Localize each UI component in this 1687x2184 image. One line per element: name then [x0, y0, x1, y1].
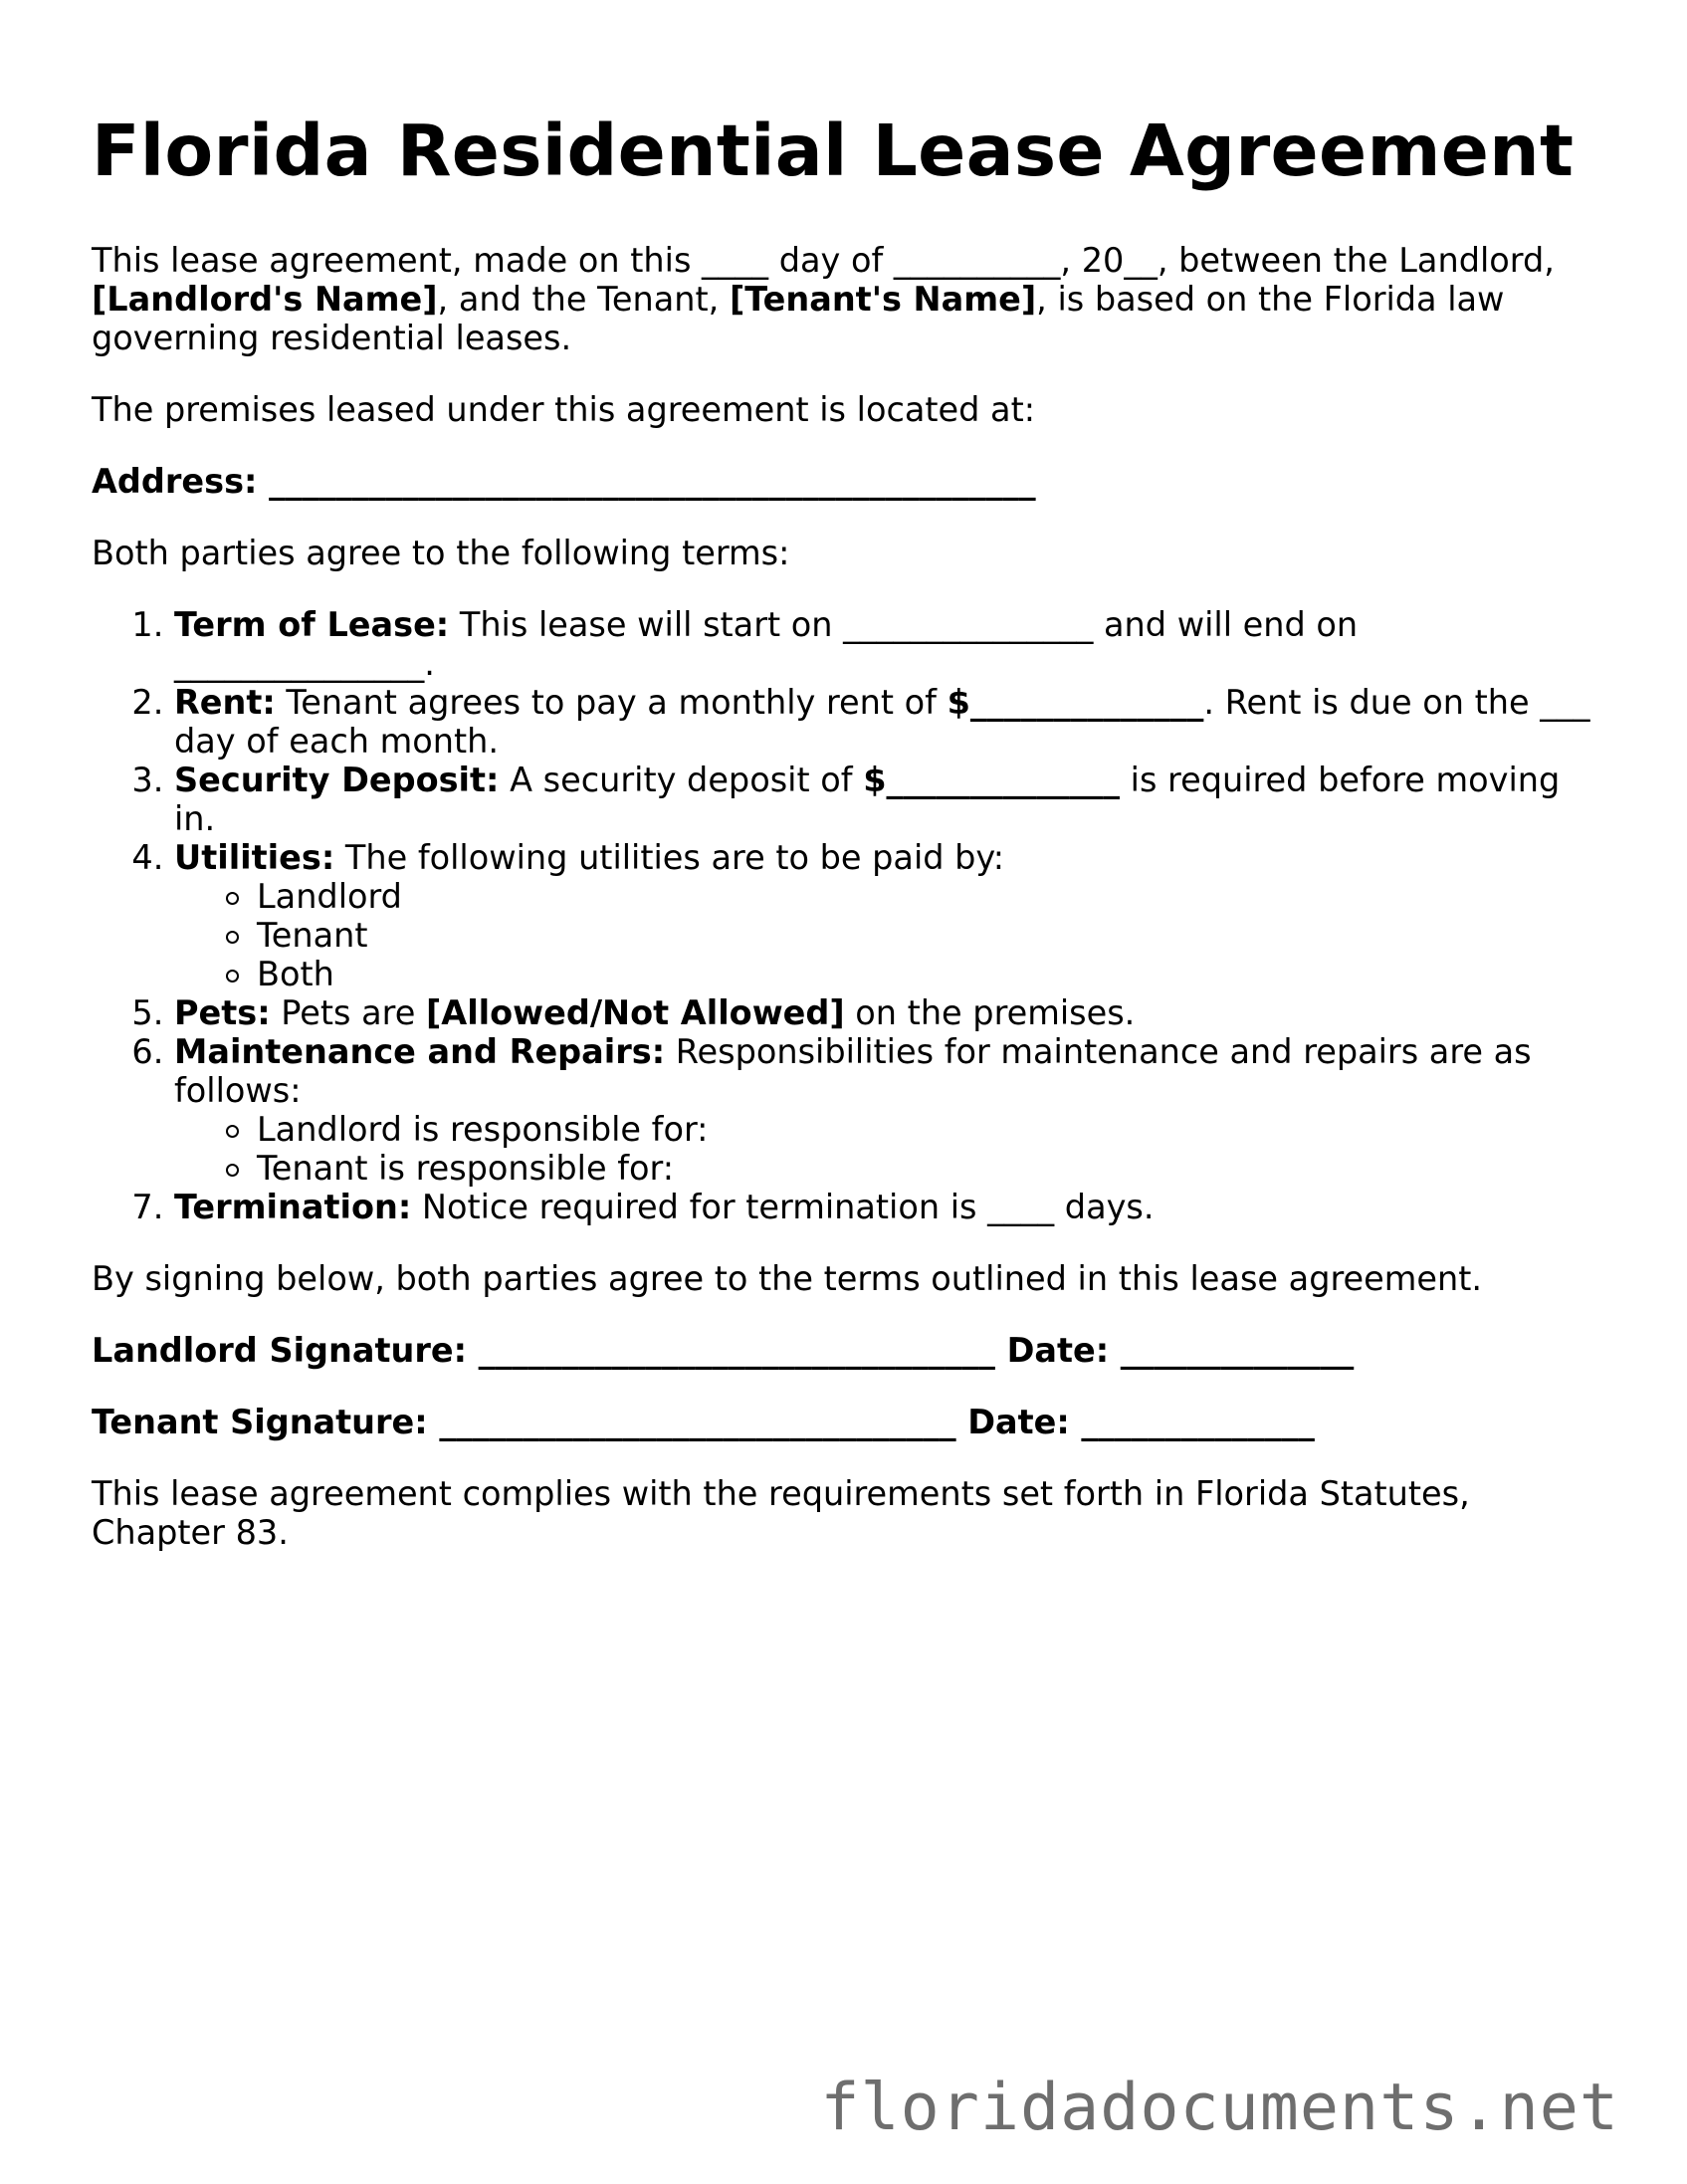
address-blank: ______________________________________________	[257, 462, 1036, 501]
site-watermark: floridadocuments.net	[820, 2071, 1619, 2145]
term-of-lease-text: This lease will start on _______________ and will end on _______________.	[174, 605, 1359, 683]
security-deposit-amount-blank: $______________	[863, 761, 1120, 799]
termination-text: Notice required for termination is ____ days.	[411, 1188, 1155, 1226]
termination-label: Termination:	[174, 1188, 412, 1226]
maintenance-tenant-responsibility: Tenant is responsible for:	[257, 1149, 1594, 1188]
pets-label: Pets:	[174, 993, 271, 1032]
address-line	[92, 462, 1594, 501]
utilities-options-list	[174, 877, 1594, 993]
utilities-option-tenant: Tenant	[257, 916, 1594, 955]
security-deposit-item	[174, 761, 1594, 838]
rent-amount-blank: $______________	[947, 683, 1204, 722]
landlord-name-placeholder: [Landlord's Name]	[92, 280, 438, 319]
pets-text-1: Pets are	[270, 993, 426, 1032]
security-deposit-text-2: is required before moving in.	[174, 761, 1561, 838]
utilities-option-landlord: Landlord	[257, 877, 1594, 916]
termination-item	[174, 1188, 1594, 1226]
intro-text-2: , and the Tenant,	[437, 280, 730, 319]
rent-label: Rent:	[174, 683, 276, 722]
pets-choice-placeholder: [Allowed/Not Allowed]	[425, 993, 845, 1032]
term-of-lease-label: Term of Lease:	[174, 605, 450, 644]
maintenance-responsibilities-list	[174, 1110, 1594, 1188]
maintenance-text: Responsibilities for maintenance and repairs are as follows:	[174, 1032, 1532, 1110]
maintenance-label: Maintenance and Repairs:	[174, 1032, 666, 1071]
tenant-name-placeholder: [Tenant's Name]	[729, 280, 1037, 319]
premises-paragraph: The premises leased under this agreement is located at:	[92, 390, 1036, 429]
terms-intro: Both parties agree to the following terms:	[92, 534, 790, 572]
terms-list	[92, 605, 1594, 1226]
intro-text-1: This lease agreement, made on this ____ day of __________, 20__, between the Landlord,	[92, 241, 1555, 280]
tenant-signature-line: Tenant Signature: _______________________________ Date: ______________	[92, 1403, 1315, 1441]
intro-paragraph	[92, 241, 1594, 357]
security-deposit-text-1: A security deposit of	[499, 761, 864, 799]
signing-paragraph: By signing below, both parties agree to the terms outlined in this lease agreement.	[92, 1259, 1482, 1298]
utilities-option-both: Both	[257, 955, 1594, 993]
utilities-item	[174, 838, 1594, 993]
pets-item	[174, 993, 1594, 1032]
landlord-signature-line: Landlord Signature: _______________________________ Date: ______________	[92, 1331, 1355, 1370]
document-title: Florida Residential Lease Agreement	[92, 109, 1575, 192]
intro-text-3: , is based on the Florida law governing residential leases.	[92, 280, 1505, 357]
utilities-text: The following utilities are to be paid by:	[334, 838, 1005, 877]
term-of-lease-item	[174, 605, 1594, 683]
pets-text-2: on the premises.	[844, 993, 1136, 1032]
rent-item	[174, 683, 1594, 761]
rent-text-1: Tenant agrees to pay a monthly rent of	[275, 683, 948, 722]
lease-document	[92, 109, 1594, 1585]
security-deposit-label: Security Deposit:	[174, 761, 500, 799]
utilities-label: Utilities:	[174, 838, 335, 877]
address-label: Address:	[92, 462, 258, 501]
maintenance-landlord-responsibility: Landlord is responsible for:	[257, 1110, 1594, 1149]
maintenance-item	[174, 1032, 1594, 1188]
rent-text-2: . Rent is due on the ___ day of each month.	[174, 683, 1590, 761]
compliance-paragraph: This lease agreement complies with the requirements set forth in Florida Statutes, Chapter 83.	[92, 1474, 1470, 1552]
